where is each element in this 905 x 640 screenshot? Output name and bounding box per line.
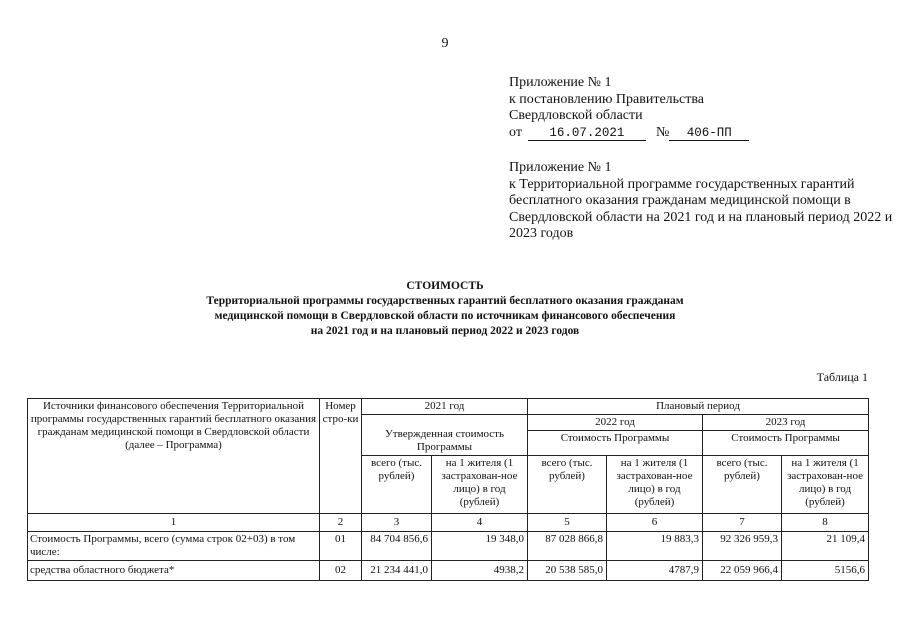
value-total-2023: 22 059 966,4: [703, 561, 782, 581]
header-cost-2022: Стоимость Программы: [528, 431, 703, 456]
column-number: 5: [528, 514, 607, 532]
column-number: 3: [362, 514, 432, 532]
header-year-2021: 2021 год: [362, 399, 528, 415]
table-label: Таблица 1: [816, 370, 868, 384]
column-number: 6: [607, 514, 703, 532]
table-row: [28, 532, 869, 561]
title-line: на 2021 год и на плановый период 2022 и 2023 годов: [310, 325, 580, 337]
appendix-title: Приложение № 1: [509, 75, 612, 90]
value-per-capita-2023: 5156,6: [782, 561, 869, 581]
header-total-2023: всего (тыс. рублей): [703, 456, 782, 514]
decree-date: 16.07.2021: [528, 127, 646, 141]
cost-table: [27, 398, 869, 581]
header-total-2021: всего (тыс. рублей): [362, 456, 432, 514]
value-total-2021: 84 704 856,6: [362, 532, 432, 561]
value-total-2022: 87 028 866,8: [528, 532, 607, 561]
header-total-2022: всего (тыс. рублей): [528, 456, 607, 514]
decree-number: 406-ПП: [669, 127, 749, 141]
header-approved-cost: Утвержденная стоимость Программы: [362, 415, 528, 456]
decree-date-line: [509, 125, 749, 142]
value-per-capita-2021: 19 348,0: [432, 532, 528, 561]
header-per-capita-2021: на 1 жителя (1 застрахован-ное лицо) в год (рублей): [432, 456, 528, 514]
document-title: [0, 279, 890, 339]
appendix-line: Свердловской области: [509, 108, 643, 123]
appendix-decree-header: [509, 75, 749, 141]
value-per-capita-2021: 4938,2: [432, 561, 528, 581]
row-label: Стоимость Программы, всего (сумма строк 02+03) в том числе:: [28, 532, 320, 561]
row-number: 02: [320, 561, 362, 581]
column-number: 2: [320, 514, 362, 532]
table-row: [28, 561, 869, 581]
row-number: 01: [320, 532, 362, 561]
header-per-capita-2023: на 1 жителя (1 застрахован-ное лицо) в год (рублей): [782, 456, 869, 514]
appendix-line: к постановлению Правительства: [509, 91, 705, 107]
header-row-number: Номер стро-ки: [320, 399, 362, 514]
value-per-capita-2022: 4787,9: [607, 561, 703, 581]
header-source: Источники финансового обеспечения Территориальной программы государственных гарантий бесплатного оказания гражданам медицинской помощи в Свердловской области (далее – Программа): [28, 399, 320, 514]
title-line: медицинской помощи в Свердловской области по источникам финансового обеспечения: [214, 310, 676, 322]
row-label: средства областного бюджета*: [28, 561, 320, 581]
value-per-capita-2023: 21 109,4: [782, 532, 869, 561]
appendix-program-header: [509, 160, 899, 243]
header-year-2022: 2022 год: [528, 415, 703, 431]
column-number: 8: [782, 514, 869, 532]
value-per-capita-2022: 19 883,3: [607, 532, 703, 561]
number-prefix: №: [655, 124, 670, 140]
value-total-2023: 92 326 959,3: [703, 532, 782, 561]
appendix-text: к Территориальной программе государственных гарантий бесплатного оказания гражданам медицинской помощи в Свердловской области на 2021 год и на плановый период 2022 и 2023 годов: [509, 176, 893, 241]
value-total-2022: 20 538 585,0: [528, 561, 607, 581]
header-cost-2023: Стоимость Программы: [703, 431, 869, 456]
header-planning-period: Плановый период: [528, 399, 869, 415]
column-number: 7: [703, 514, 782, 532]
date-prefix: от: [509, 124, 522, 140]
header-year-2023: 2023 год: [703, 415, 869, 431]
column-number: 1: [28, 514, 320, 532]
header-per-capita-2022: на 1 жителя (1 застрахован-ное лицо) в год (рублей): [607, 456, 703, 514]
title-line: СТОИМОСТЬ: [406, 280, 484, 292]
appendix-title: Приложение № 1: [509, 160, 612, 175]
page-number: 9: [441, 36, 449, 51]
title-line: Территориальной программы государственных гарантий бесплатного оказания гражданам: [206, 295, 684, 307]
value-total-2021: 21 234 441,0: [362, 561, 432, 581]
column-number: 4: [432, 514, 528, 532]
